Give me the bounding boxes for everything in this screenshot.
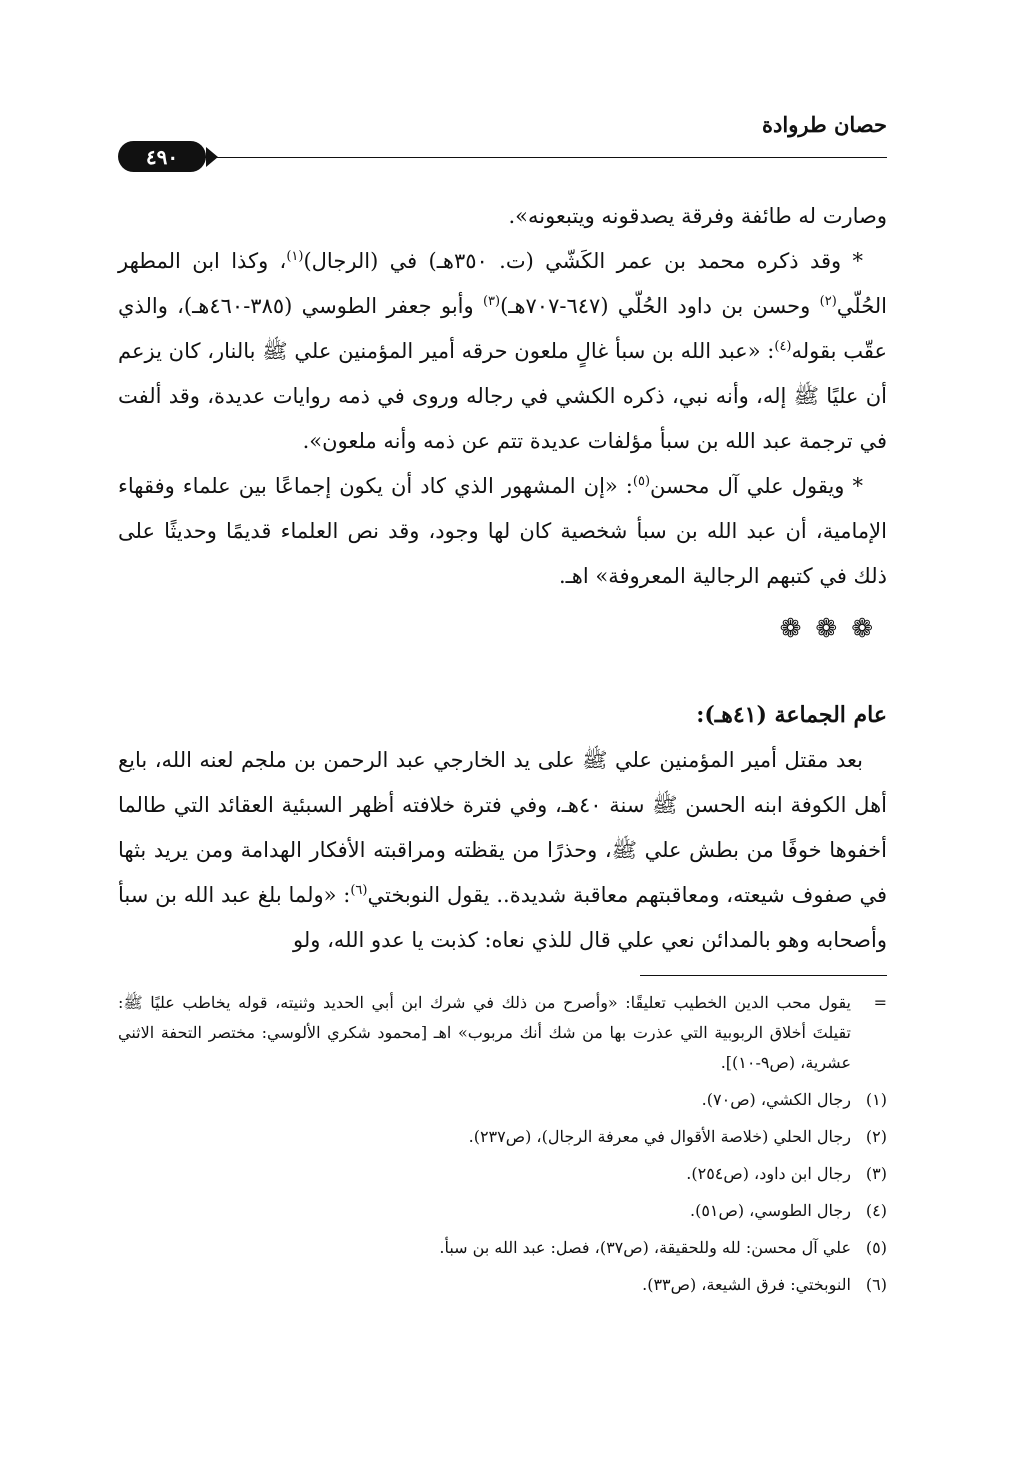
text-run: : «ولما بلغ عبد الله بن سبأ وأصحابه وهو بالمدائن نعي علي قال للذي نعاه: كذبت يا عدو الله، ولو bbox=[118, 883, 887, 952]
footnote-text: رجال الحلي (خلاصة الأقوال في معرفة الرجال)، (ص٢٣٧). bbox=[468, 1127, 851, 1146]
footnotes bbox=[118, 988, 887, 1300]
footnote-ref-5[interactable]: (٥) bbox=[632, 474, 651, 489]
footnote-number: (٣) bbox=[865, 1164, 887, 1183]
footnote-item bbox=[118, 1159, 887, 1189]
footnote-continuation bbox=[118, 988, 887, 1078]
footnote-text: رجال الطوسي، (ص٥١). bbox=[689, 1201, 851, 1220]
footnote-item bbox=[118, 1270, 887, 1300]
footnote-text: رجال ابن داود، (ص٢٥٤). bbox=[686, 1164, 851, 1183]
paragraph-1: وصارت له طائفة وفرقة يصدقونه ويتبعونه». bbox=[508, 204, 887, 228]
footnote-rule bbox=[640, 975, 887, 976]
footnote-number: (٤) bbox=[865, 1201, 887, 1220]
footnote-ref-1[interactable]: (١) bbox=[286, 249, 304, 264]
paragraph-4 bbox=[118, 738, 887, 963]
footnote-ref-6[interactable]: (٦) bbox=[350, 883, 368, 898]
footnote-number: (١) bbox=[865, 1090, 887, 1109]
footnote-ref-3[interactable]: (٣) bbox=[482, 294, 501, 309]
paragraph-2 bbox=[118, 239, 887, 464]
footnote-number: (٥) bbox=[865, 1238, 887, 1257]
paragraph-3 bbox=[118, 464, 887, 599]
continuation-text: يقول محب الدين الخطيب تعليقًا: «وأصرح من ذلك في شرك ابن أبي الحديد وثنيته، قوله يخاطب عليًا ﷺ: تقيلتَ أخلاق الربوبية التي عذرت بها من شك أنك مربوب» اهـ [محمود شكري الألوسي: مختصر التحفة الاثني عشرية، (ص٩-١٠)]. bbox=[118, 993, 851, 1072]
footnote-item bbox=[118, 1233, 887, 1263]
footnote-item bbox=[118, 1196, 887, 1226]
continuation-marker: = bbox=[873, 993, 887, 1012]
text-run: بعد مقتل أمير المؤمنين علي ﷺ على يد الخارجي عبد الرحمن بن ملجم لعنه الله، بايع أهل الكوفة ابنه الحسن ﷺ سنة ٤٠هـ، وفي فترة خلافته أظهر السبئية العقائد التي طالما أخفوها خوفًا من بطش علي ﷺ، وحذرًا من يقظته ومراقبته الأفكار الهدامة ومن يريد بثها في صفوف شيعته، ومعاقبتهم معاقبة شديدة.. يقول النوبختي bbox=[118, 748, 887, 907]
section-separator-ornament: ❁❁❁ bbox=[779, 614, 887, 644]
text-run: * وقد ذكره محمد بن عمر الكَشّي (ت. ٣٥٠هـ) في (الرجال) bbox=[303, 249, 863, 273]
footnote-text: النوبختي: فرق الشيعة، (ص٣٣). bbox=[642, 1275, 851, 1294]
footnote-text: علي آل محسن: لله وللحقيقة، (ص٣٧)، فصل: عبد الله بن سبأ. bbox=[439, 1238, 851, 1257]
running-header-title: حصان طروادة bbox=[762, 112, 887, 137]
footnote-item bbox=[118, 1085, 887, 1115]
section-heading: عام الجماعة (٤١هـ): bbox=[696, 702, 887, 728]
page-number-badge: ٤٩٠ bbox=[118, 141, 206, 172]
text-run: * ويقول علي آل محسن bbox=[650, 474, 863, 498]
footnote-ref-4[interactable]: (٤) bbox=[774, 339, 792, 354]
footnote-number: (٢) bbox=[865, 1127, 887, 1146]
footnote-ref-2[interactable]: (٢) bbox=[819, 294, 837, 309]
text-run: : «عبد الله بن سبأ غالٍ ملعون حرقه أمير المؤمنين علي ﷺ بالنار، كان يزعم أن عليًا ﷺ إله، وأنه نبي، ذكره الكشي في رجاله وروى في ذمه روايات عديدة، وقد ألفت في ترجمة عبد الله بن سبأ مؤلفات عديدة تتم عن ذمه وأنه ملعون». bbox=[118, 339, 887, 453]
footnote-text: رجال الكشي، (ص٧٠). bbox=[701, 1090, 851, 1109]
text-run: وأبو جعفر الطوسي (٣٨٥-٤٦٠هـ)، والذي عقّب بقوله bbox=[118, 294, 887, 363]
footnote-item bbox=[118, 1122, 887, 1152]
text-run: ، وكذا ابن المطهر الحُلّي bbox=[118, 249, 888, 318]
text-run: : «إن المشهور الذي كاد أن يكون إجماعًا بين علماء وفقهاء الإمامية، أن عبد الله بن سبأ شخصية كان لها وجود، وقد نص العلماء قديمًا وحديثًا على ذلك في كتبهم الرجالية المعروفة» اهـ. bbox=[118, 474, 887, 588]
header-rule bbox=[175, 157, 887, 158]
text-run: وحسن بن داود الحُلّي (٦٤٧-٧٠٧هـ) bbox=[500, 294, 820, 318]
footnote-number: (٦) bbox=[865, 1275, 887, 1294]
main-text bbox=[118, 194, 887, 963]
